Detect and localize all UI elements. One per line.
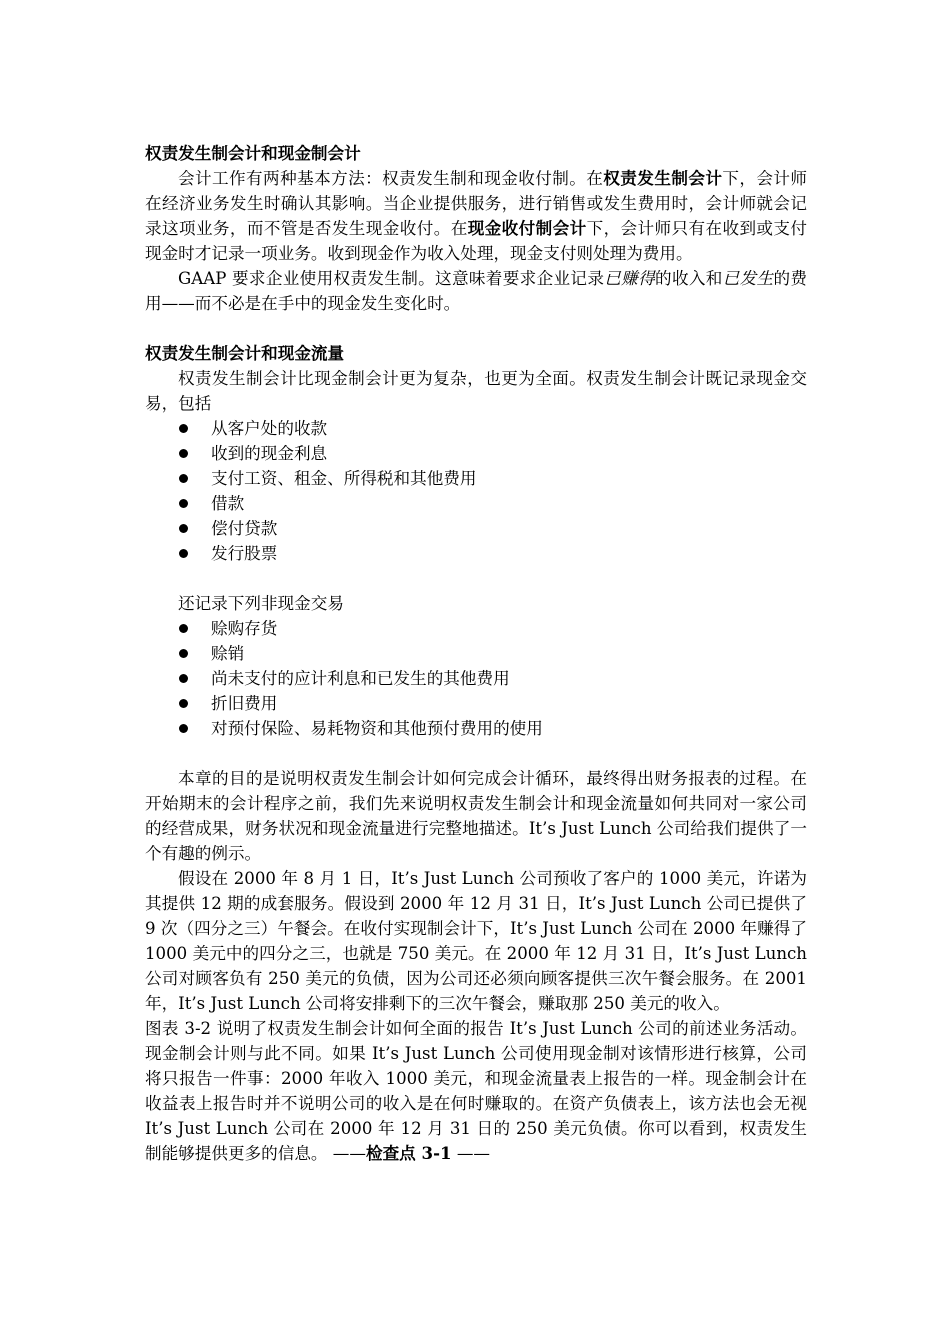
bullet-icon	[179, 499, 188, 508]
bullet-icon	[179, 449, 188, 458]
bullet-icon	[179, 649, 188, 658]
bullet-icon	[179, 724, 188, 733]
text-run: 下，会计师在经济业务发生时确认其影响。当企业提供服务，进行销售或发生费用时，会计师就会记录这项业务，而不管是否发生现金收付。在	[145, 169, 808, 238]
paragraph-two-methods	[145, 166, 807, 266]
list-item	[145, 666, 807, 691]
paragraph-accrual-intro: 权责发生制会计比现金制会计更为复杂，也更为全面。权责发生制会计既记录现金交易，包括	[145, 369, 807, 413]
list-item	[145, 441, 807, 466]
bold-term: 检查点 3-1	[366, 1143, 452, 1163]
text-run: 的费用——而不必是在手中的现金发生变化时。	[145, 269, 807, 313]
cash-transactions-list	[145, 416, 807, 566]
paragraph-exhibit	[145, 1016, 807, 1166]
list-item-text: 借款	[211, 494, 245, 513]
list-item-text: 折旧费用	[211, 694, 278, 713]
list-item	[145, 466, 807, 491]
list-item-text: 赊销	[211, 644, 245, 663]
bold-term: 权责发生制会计	[603, 168, 723, 188]
bullet-icon	[179, 474, 188, 483]
list-item	[145, 716, 807, 741]
noncash-lead-text: 还记录下列非现金交易	[178, 594, 344, 613]
text-run: 下，会计师只有在收到或支付现金时才记录一项业务。收到现金作为收入处理，现金支付则处理为费用。	[145, 219, 807, 263]
document-page	[145, 141, 807, 1166]
list-item	[145, 641, 807, 666]
text-run: GAAP 要求企业使用权责发生制。这意味着要求企业记录	[178, 269, 605, 288]
list-item	[145, 541, 807, 566]
list-item-text: 支付工资、租金、所得税和其他费用	[211, 469, 477, 488]
list-item-text: 对预付保险、易耗物资和其他预付费用的使用	[211, 719, 543, 738]
section-heading-accrual-cashflow: 权责发生制会计和现金流量	[145, 343, 345, 363]
bullet-icon	[179, 624, 188, 633]
list-item-text: 发行股票	[211, 544, 278, 563]
text-run: ——	[451, 1144, 491, 1163]
list-item-text: 从客户处的收款	[211, 419, 328, 438]
italic-term: 已赚得	[604, 269, 656, 288]
list-item	[145, 416, 807, 441]
list-item-text: 偿付贷款	[211, 519, 278, 538]
bold-term: 现金收付制会计	[467, 218, 587, 238]
paragraph-example: 假设在 2000 年 8 月 1 日，It’s Just Lunch 公司预收了客户的 1000 美元，许诺为其提供 12 期的成套服务。假设到 2000 年 12 月 31 日，It’s Just Lunch 公司已提供了 9 次（四分之三）午餐会。在收付实现制会计下，It’s Just Lunch 公司在 2000 年赚得了 1000 美元中的四分之三，也就是 750 美元。在 2000 年 12 月 31 日，It’s Just Lunch 公司对顾客负有 250 美元的负债，因为公司还必须向顾客提供三次午餐会服务。在 2001 年，It’s Just Lunch 公司将安排剩下的三次午餐会，赚取那 250 美元的收入。	[145, 869, 807, 1013]
paragraph-chapter-purpose: 本章的目的是说明权责发生制会计如何完成会计循环，最终得出财务报表的过程。在开始期末的会计程序之前，我们先来说明权责发生制会计和现金流量如何共同对一家公司的经营成果，财务状况和现金流量进行完整地描述。It’s Just Lunch 公司给我们提供了一个有趣的例示。	[145, 769, 807, 863]
list-item-text: 收到的现金利息	[211, 444, 328, 463]
list-item	[145, 516, 807, 541]
bullet-icon	[179, 549, 188, 558]
list-item	[145, 691, 807, 716]
text-run: 图表 3-2 说明了权责发生制会计如何全面的报告 It’s Just Lunch 公司的前述业务活动。现金制会计则与此不同。如果 It’s Just Lunch 公司使用现金制对该情形进行核算，公司将只报告一件事：2000 年收入 1000 美元，和现金流量表上报告的一样。现金制会计在收益表上报告时并不说明公司的收入是在何时赚取的。在资产负债表上，该方法也会无视 It’s Just Lunch 公司在 2000 年 12 月 31 日的 250 美元负债。你可以看到，权责发生制能够提供更多的信息。 ——	[145, 1019, 807, 1163]
text-run: 会计工作有两种基本方法：权责发生制和现金收付制。在	[178, 169, 604, 188]
list-item-text: 尚未支付的应计利息和已发生的其他费用	[211, 669, 510, 688]
bullet-icon	[179, 699, 188, 708]
bullet-icon	[179, 424, 188, 433]
list-item	[145, 491, 807, 516]
italic-term: 已发生	[722, 269, 774, 288]
noncash-transactions-list	[145, 616, 807, 741]
bullet-icon	[179, 524, 188, 533]
section-heading-accrual-vs-cash: 权责发生制会计和现金制会计	[145, 143, 361, 163]
list-item	[145, 616, 807, 641]
text-run: 的收入和	[655, 269, 723, 288]
list-item-text: 赊购存货	[211, 619, 278, 638]
bullet-icon	[179, 674, 188, 683]
paragraph-gaap	[145, 266, 807, 316]
